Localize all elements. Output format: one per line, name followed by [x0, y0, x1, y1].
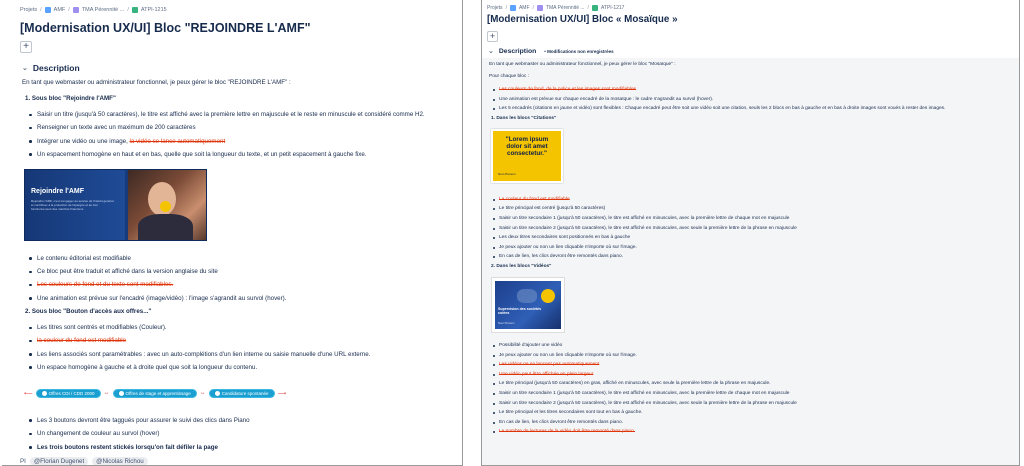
arrow-icon: ↔: [199, 390, 206, 397]
pour-chaque-text: Pour chaque bloc :: [489, 74, 530, 79]
list-item: Une animation est prévue sur l'encadré (image/vidéo) : l'image s'agrandit au survol (hover).: [26, 295, 451, 302]
list-item: Les liens associés sont paramétrables : avec un auto-complétions d'un lien interne ou saisie manuelle d'une URL externe.: [26, 351, 451, 358]
story-icon: [592, 5, 598, 11]
general-list: [490, 87, 1015, 111]
list-item: Les 3 boutons devront être taggués pour assurer le suivi des clics dans Piano: [26, 417, 451, 424]
intro-text: En tant que webmaster ou administrateur fonctionnel, je peux gérer le bloc "Mosaïque" :: [489, 62, 676, 67]
strikethrough-text: Le nombre de lectures de la vidéo doit être remonté dans piano.: [499, 429, 635, 435]
citations-list: [490, 197, 1015, 260]
section1-heading-text: Sous bloc "Rejoindre l'AMF": [31, 95, 116, 102]
section3-list: [26, 417, 451, 451]
list-item: [490, 372, 1015, 377]
mention-florian[interactable]: @Florian Dugenet: [30, 457, 88, 466]
quote-image: [491, 129, 563, 183]
section1-list: [26, 111, 451, 158]
section1b-list: [26, 255, 451, 302]
cta-label: Offres de stage et apprentissage: [125, 390, 191, 396]
list-item: Un espace homogène à gauche et à droite quel que soit la longueur du contenu.: [26, 364, 451, 371]
list-item: Saisir un titre secondaire 1 (jusqu'à 50 caractères), le titre est affiché en minuscules, avec la première lettre de chaque mot en majuscule: [490, 216, 1015, 221]
arrow-left-icon: ⟵: [24, 390, 33, 397]
list-item: Les trois boutons restent stickés lorsqu'on fait défiler la page: [26, 444, 451, 451]
cta-label: Offres CDI / CDD 2000: [48, 390, 95, 396]
chevron-down-icon[interactable]: ⌄: [22, 65, 28, 72]
list-item: Les titres sont centrés et modifiables (Couleur).: [26, 324, 451, 331]
list-item: Renseigner un texte avec un maximum de 200 caractères: [26, 124, 451, 131]
promo-body: Rejoindre l'AMF, c'est s'engager au service de l'intérêt général et contribuer à la protection de l'épargne et au bon fonctionnement des marchés financiers.: [31, 198, 114, 211]
description-label: Description: [498, 47, 537, 55]
list-item: Le contenu éditorial est modifiable: [26, 255, 451, 262]
unsaved-changes-label: • Modifications non enregistrées: [544, 48, 614, 54]
list-item: Je peux ajouter ou non un lien cliquable n'importe où sur l'image.: [490, 353, 1015, 358]
intro-text: En tant que webmaster ou administrateur fonctionnel, je peux gérer le bloc "REJOINDRE L'AMF" :: [22, 79, 291, 86]
arrow-right-icon: ⟶: [277, 390, 287, 397]
list-item: [490, 197, 1015, 202]
videos-heading: 2. Dans les blocs "Vidéos": [491, 263, 552, 269]
video-item-text: Intégrer une vidéo ou une image,: [37, 137, 128, 145]
strikethrough-text: Les vidéos ne se lancent pas automatiquement: [499, 362, 600, 368]
video-image: [491, 277, 565, 333]
epic-icon: [73, 7, 79, 13]
epic-icon: [537, 5, 543, 11]
list-item: Je peux ajouter ou non un lien cliquable n'importe où sur l'image.: [490, 245, 1015, 250]
list-item: En cas de lien, les clics devront être remontés dans piano.: [490, 420, 1015, 425]
strikethrough-text: Les couleurs de fond, de la police et les images sont modifiables: [499, 87, 637, 92]
list-item: Une animation est prévue sur chaque encadré de la mosaïque : le cadre s'agrandit au survol (hover).: [490, 97, 1015, 102]
cta-button-stage: [113, 389, 197, 398]
description-header[interactable]: [22, 63, 462, 73]
section2-heading: 2. Sous bloc "Bouton d'accès aux offres...": [25, 308, 152, 316]
list-item: [490, 87, 1015, 92]
list-item: [490, 429, 1015, 434]
mention-nicolas[interactable]: @Nicolas Richou: [92, 457, 148, 466]
quote-author: Nom Prénom: [498, 171, 516, 176]
breadcrumb-amf[interactable]: AMF: [53, 7, 66, 13]
dot-icon: [42, 391, 47, 396]
breadcrumb-amf[interactable]: AMF: [518, 4, 530, 11]
breadcrumb-issue-key[interactable]: ATPI-1215: [140, 7, 167, 13]
strikethrough-text: Les couleurs de fond et du texte sont modifiables.: [37, 281, 174, 289]
list-item: En cas de lien, les clics devront être remontés dans piano.: [490, 254, 1015, 259]
list-item: [26, 281, 451, 288]
ticket-panel-rejoindre: [2, 0, 463, 466]
page-title[interactable]: [Modernisation UX/UI] Bloc "REJOINDRE L'AMF": [20, 21, 311, 35]
strikethrough-text: La couleur du fond est modifiable: [499, 196, 570, 202]
citations-heading: 1. Dans les blocs "Citations": [491, 115, 557, 121]
list-item: Le titre principal et les titres secondaires sont tout en bas à gauche.: [490, 410, 1015, 415]
dot-icon: [119, 391, 124, 396]
cta-label: Candidature spontanée: [221, 390, 269, 396]
list-item: Les deux titres secondaires sont positionnés en bas à gauche: [490, 235, 1015, 240]
editor-area[interactable]: [482, 58, 1020, 466]
strikethrough-text: Une vidéo peut être affichée en plein largeur: [499, 371, 594, 377]
breadcrumb-issue-key[interactable]: ATPI-1217: [600, 4, 625, 11]
description-label: Description: [32, 63, 80, 73]
cta-button-cdi: [36, 389, 101, 398]
project-icon: [510, 5, 516, 11]
list-item: Ce bloc peut être traduit et affiché dans la version anglaise du site: [26, 268, 451, 275]
chevron-down-icon[interactable]: ⌄: [488, 48, 494, 55]
citations-heading-text: Dans les blocs "Citations": [496, 115, 557, 121]
page-title[interactable]: [Modernisation UX/UI] Bloc « Mosaïque »: [487, 14, 678, 25]
promo-heading: Rejoindre l'AMF: [31, 187, 84, 195]
videos-heading-text: Dans les blocs "Vidéos": [496, 263, 552, 269]
list-item: Saisir un titre secondaire 2 (jusqu'à 50 caractères), le titre est affiché en minuscules, avec seule la première lettre de la phrase en majuscule: [490, 401, 1015, 406]
breadcrumb-epic[interactable]: TMA Pérennité ...: [545, 4, 585, 11]
video-card-subtitle: Nom Prénom: [498, 320, 515, 325]
breadcrumb: Projets / AMF / TMA Pérennité ... / ATPI-1215: [20, 7, 167, 13]
promo-image: [24, 169, 207, 241]
strikethrough-text: la vidéo se lance automatiquement: [129, 137, 226, 145]
list-item: [26, 138, 451, 145]
list-item: Le titre principal (jusqu'à 50 caractères) en gras, affiché en minuscules, avec seule la première lettre de la phrase en majuscule.: [490, 381, 1015, 386]
promo-photo: [128, 170, 207, 241]
quote-text: "Lorem ipsum dolor sit amet consectetur.": [505, 135, 549, 157]
list-item: Les 5 encadrés (citations en jaune et vidéo) sont flexibles : Chaque encadré peut être soit une vidéo soit une citation, seuls les 2 blocs en bas à gauche et en bas à droite images sont voués à rester des images.: [490, 106, 1015, 111]
cta-buttons-image: [24, 389, 462, 398]
description-header[interactable]: [488, 47, 1019, 55]
list-item: Saisir un titre secondaire 1 (jusqu'à 50 caractères), le titre est affiché en minuscules, avec la première lettre de chaque mot en majuscule: [490, 391, 1015, 396]
dot-icon: [215, 391, 220, 396]
cta-button-spontanee: [209, 389, 275, 398]
mentions-prefix: PI: [20, 457, 26, 465]
list-item: [26, 337, 451, 344]
breadcrumb-projets[interactable]: Projets: [487, 4, 503, 11]
list-item: Saisir un titre secondaire 2 (jusqu'à 50 caractères), le titre est affiché en minuscules, avec seule la première lettre de la phrase en majuscule: [490, 226, 1015, 231]
breadcrumb-epic[interactable]: TMA Pérennité ...: [81, 7, 125, 13]
arrow-icon: ↔: [103, 390, 110, 397]
mentions-row: [20, 457, 462, 466]
add-button[interactable]: +: [20, 41, 32, 53]
add-button[interactable]: +: [487, 31, 498, 42]
section2-list: [26, 324, 451, 371]
list-item: Saisir un titre (jusqu'à 50 caractères), le titre est affiché avec la première lettre en majuscule et le reste en minuscule et considéré comme H2.: [26, 111, 451, 118]
section2-heading-text: Sous bloc "Bouton d'accès aux offres...": [31, 308, 152, 316]
list-item: Un espacement homogène en haut et en bas, quelle que soit la longueur du texte, et un petit espacement à gauche fixe.: [26, 151, 451, 158]
list-item: Un changement de couleur au survol (hover): [26, 430, 451, 437]
project-icon: [45, 7, 51, 13]
videos-list: [490, 343, 1015, 434]
section1-heading: 1. Sous bloc "Rejoindre l'AMF": [25, 95, 116, 102]
video-card-title: Supervision des sociétés cotées: [498, 306, 542, 316]
breadcrumb: Projets / AMF / TMA Pérennité ... / ATPI-1217: [487, 4, 625, 11]
list-item: Le titre principal est centré (jusqu'à 50 caractères): [490, 206, 1015, 211]
list-item: [490, 362, 1015, 367]
story-icon: [132, 7, 138, 13]
list-item: Possibilité d'ajouter une vidéo: [490, 343, 1015, 348]
strikethrough-text: la couleur du fond est modifiable: [37, 337, 127, 345]
breadcrumb-projets[interactable]: Projets: [20, 7, 38, 13]
ticket-panel-mosaique: [481, 0, 1020, 466]
